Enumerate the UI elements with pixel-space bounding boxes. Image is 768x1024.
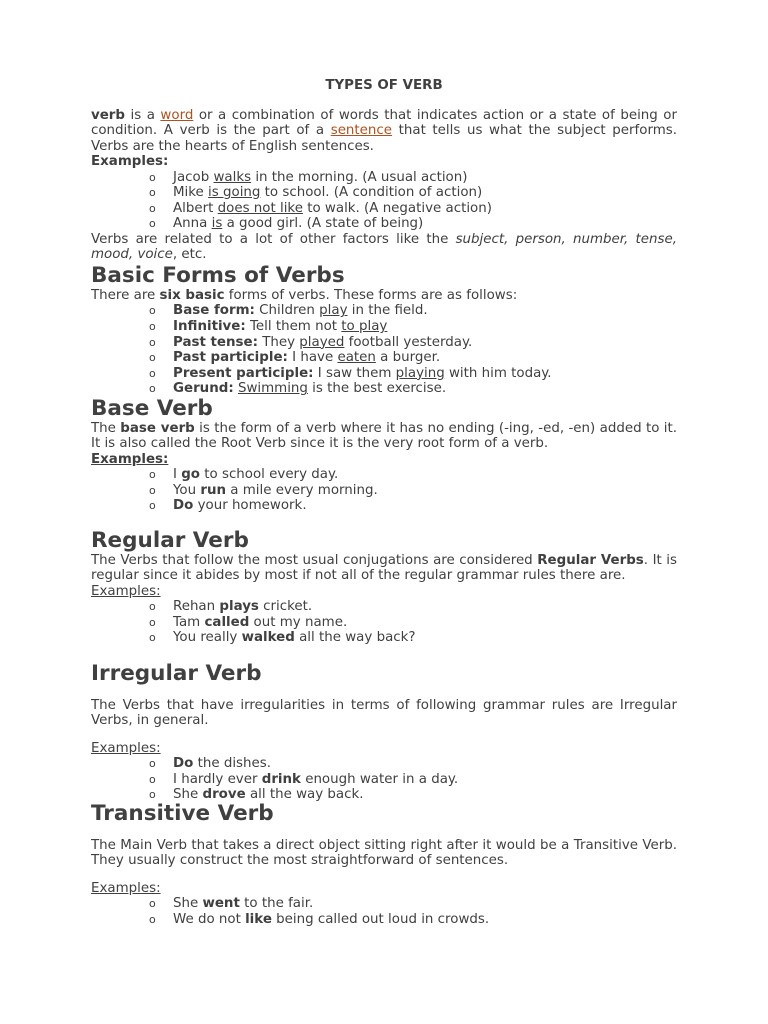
list-item: o Jacob walks in the morning. (A usual action) [149,169,468,185]
bullet-icon: o [149,351,156,365]
word-link[interactable]: word [160,108,194,123]
base-verb-section [91,396,677,514]
bullet-icon: o [149,186,156,200]
list-item: o Gerund: Swimming is the best exercise. [149,381,447,397]
list-item: o I hardly ever drink enough water in a day. [149,771,459,787]
list-item: o Do your homework. [149,498,307,514]
bullet-icon: o [149,304,156,318]
bullet-icon: o [149,499,156,513]
related-paragraph: Verbs are related to a lot of other factors like the subject, person, number, tense, mood, voice, etc. [91,232,677,263]
examples-label: Examples: [91,451,169,467]
bullet-icon: o [149,631,156,645]
intro-text: or a combination of words that indicates action or a state of being or condition. A verb is the part of a [91,108,677,139]
intro-text: is a [125,108,161,123]
list-item: o Albert does not like to walk. (A negative action) [149,200,492,216]
section-heading: Regular Verb [91,528,249,553]
section-heading: Base Verb [91,396,213,421]
list-item: o Past tense: They played football yesterday. [149,334,473,350]
irregular-verb-section [91,661,677,803]
bullet-icon: o [149,201,156,215]
section-heading: Transitive Verb [91,801,274,826]
examples-label: Examples: [91,583,161,599]
bullet-icon: o [149,757,156,771]
basic-forms-section [91,263,677,397]
intro-term: verb [91,108,125,123]
bullet-icon: o [149,772,156,786]
section-heading: Irregular Verb [91,661,262,686]
sentence-link[interactable]: sentence [330,123,392,139]
bullet-icon: o [149,615,156,629]
bullet-icon: o [149,912,156,926]
list-item: o Tam called out my name. [149,614,348,630]
examples-label: Examples: [91,740,161,756]
document-title: TYPES OF VERB [325,78,443,93]
intro-paragraph [91,108,677,154]
list-item: o You really walked all the way back? [149,630,416,646]
list-item: o Present participle: I saw them playing with him today. [149,365,552,381]
list-item: o She went to the fair. [149,896,314,912]
list-item: o Rehan plays cricket. [149,599,313,615]
intro-examples-list [91,170,677,232]
bullet-icon: o [149,468,156,482]
bullet-icon: o [149,897,156,911]
list-item: o Infinitive: Tell them not to play [149,319,388,334]
irregular-verb-examples-list [91,756,677,803]
bullet-icon: o [149,170,156,184]
intro-text: that tells us what the subject performs. Verbs are the hearts of English sentences. [91,123,678,154]
base-verb-examples-list [91,467,677,514]
list-item: o You run a mile every morning. [149,482,378,498]
list-item: o Anna is a good girl. (A state of being) [149,216,424,232]
transitive-verb-paragraph: The Main Verb that takes a direct object sitting right after it would be a Transitive Verb. They usually construct the most straightforward of sentences. [91,838,677,869]
regular-verb-section [91,528,677,646]
basic-forms-paragraph: There are six basic forms of verbs. These forms are as follows: [91,288,518,303]
intro-section [91,108,677,263]
list-item: o We do not like being called out loud in crowds. [149,911,490,927]
regular-verb-paragraph: The Verbs that follow the most usual conjugations are considered Regular Verbs. It is regular since it abides by most if not all of the regular grammar rules there are. [91,553,677,584]
transitive-verb-examples-list [91,896,677,927]
basic-forms-list [91,303,677,397]
base-verb-paragraph: The base verb is the form of a verb where it has no ending (-ing, -ed, -en) added to it. It is also called the Root Verb since it is the very root form of a verb. [91,421,678,452]
list-item: o I go to school every day. [149,467,339,483]
transitive-verb-section [91,801,677,927]
section-heading: Basic Forms of Verbs [91,263,345,288]
examples-label: Examples: [91,880,161,896]
bullet-icon: o [149,335,156,349]
bullet-icon: o [149,483,156,497]
bullet-icon: o [149,382,156,396]
list-item: o Base form: Children play in the field. [149,303,428,319]
list-item: o Do the dishes. [149,756,271,772]
bullet-icon: o [149,366,156,380]
examples-label: Examples: [91,154,169,170]
list-item: o Past participle: I have eaten a burger. [149,350,441,366]
bullet-icon: o [149,217,156,231]
list-item: o She drove all the way back. [149,787,364,803]
regular-verb-examples-list [91,599,677,646]
bullet-icon: o [149,788,156,802]
list-item: o Mike is going to school. (A condition of action) [149,185,483,201]
bullet-icon: o [149,600,156,614]
bullet-icon: o [149,320,156,333]
irregular-verb-paragraph: The Verbs that have irregularities in terms of following grammar rules are Irregular Verbs, in general. [91,698,677,729]
